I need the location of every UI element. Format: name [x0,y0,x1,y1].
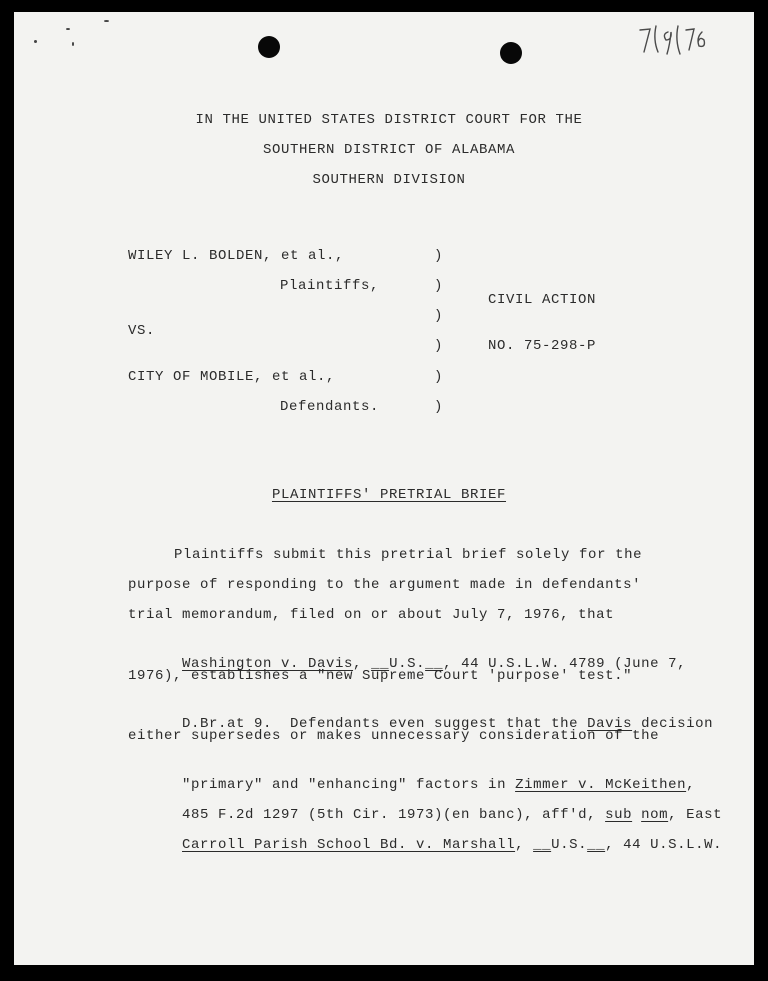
case-type: CIVIL ACTION [488,292,597,308]
versus: VS. [128,323,156,339]
scan-speck [34,40,37,43]
blank-volume: __ [533,837,552,853]
court-heading-line-3: SOUTHERN DIVISION [312,172,466,188]
caption-paren: ) [434,308,444,324]
text-segment: , [686,777,696,793]
text-segment: , East [668,807,723,823]
blank-volume: __ [371,656,390,672]
text-segment: , 44 U.S.L.W. [605,837,723,853]
document-title: PLAINTIFFS' PRETRIAL BRIEF [271,487,507,503]
court-heading-line-1: IN THE UNITED STATES DISTRICT COURT FOR THE [195,112,583,128]
document-page [14,12,754,965]
text-segment: decision [632,716,714,732]
handwritten-date-mark [636,22,716,58]
punch-hole-left [258,36,280,58]
punch-hole-right [500,42,522,64]
caption-paren: ) [434,278,444,294]
plaintiff-name: WILEY L. BOLDEN, et al., [128,248,345,264]
text-segment: U.S. [389,656,426,672]
scan-speck [104,20,109,22]
body-line-5: 1976), establishes a "new Supreme Court 'purpose' test." [128,668,633,684]
text-segment: , [353,656,372,672]
text-segment: 485 F.2d 1297 (5th Cir. 1973)(en banc), aff'd, [182,807,606,823]
body-line-7: either supersedes or makes unnecessary consideration of the [128,728,660,744]
body-line-3: trial memorandum, filed on or about July 7, 1976, that [128,607,615,623]
case-citation-washington-v-davis: Washington v. Davis [182,656,354,672]
scan-speck [66,28,70,30]
blank-page: __ [425,656,444,672]
latin-nom: nom [641,807,669,823]
blank-page: __ [587,837,606,853]
case-citation-east-carroll: Carroll Parish School Bd. v. Marshall [182,837,516,853]
text-segment: D.Br.at 9. Defendants even suggest that the [182,716,588,732]
caption-paren: ) [434,369,444,385]
caption-paren: ) [434,338,444,354]
case-citation-davis: Davis [587,716,633,732]
defendant-name: CITY OF MOBILE, et al., [128,369,336,385]
text-segment: "primary" and "enhancing" factors in [182,777,516,793]
plaintiff-role: Plaintiffs, [280,278,380,294]
defendant-role: Defendants. [280,399,380,415]
caption-paren: ) [434,399,444,415]
scan-speck [72,42,74,46]
court-heading-line-2: SOUTHERN DISTRICT OF ALABAMA [262,142,516,158]
text-segment: U.S. [551,837,588,853]
case-number: NO. 75-298-P [488,338,597,354]
text-segment: , 44 U.S.L.W. 4789 (June 7, [443,656,687,672]
case-citation-zimmer-v-mckeithen: Zimmer v. McKeithen [515,777,687,793]
body-line-1: Plaintiffs submit this pretrial brief solely for the [174,547,643,563]
body-line-2: purpose of responding to the argument made in defendants' [128,577,642,593]
text-segment: , [515,837,534,853]
caption-paren: ) [434,248,444,264]
latin-sub: sub [605,807,633,823]
body-line-10 [128,818,722,872]
